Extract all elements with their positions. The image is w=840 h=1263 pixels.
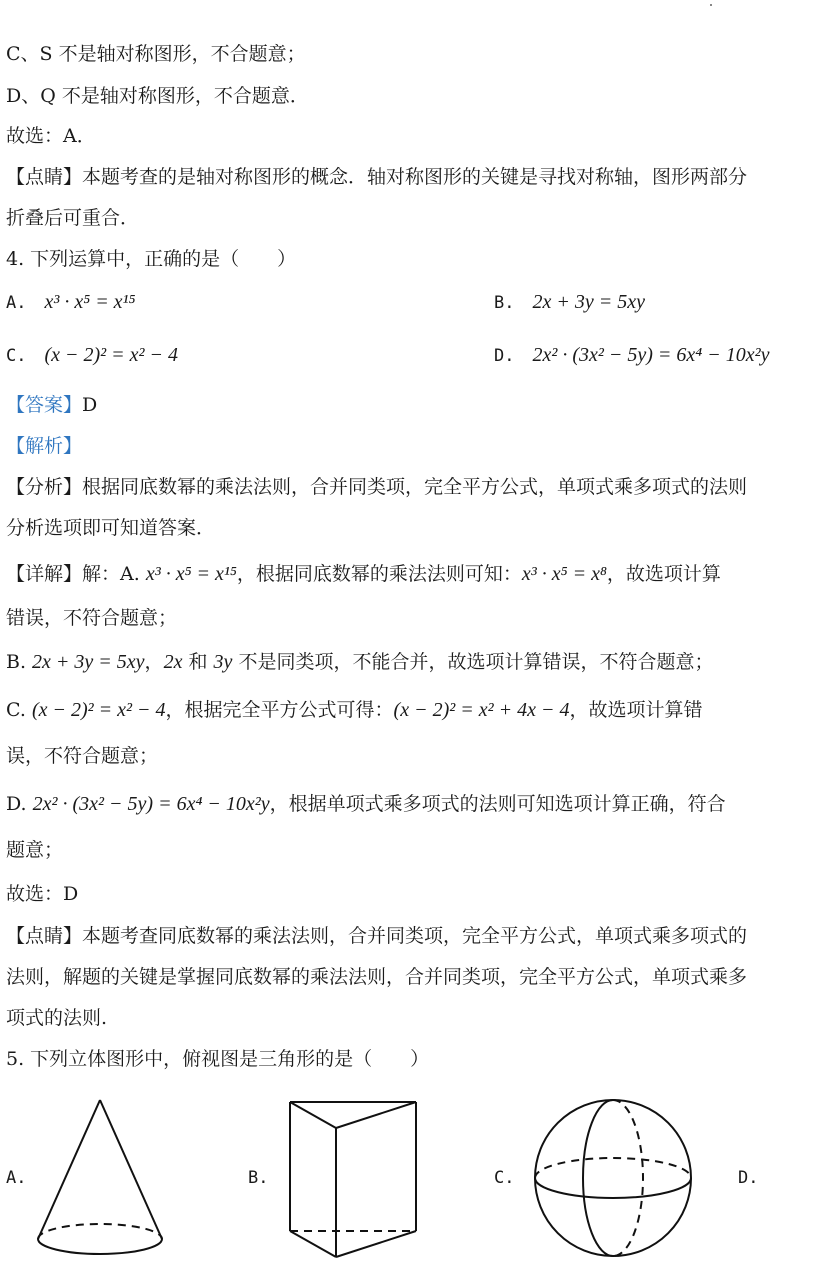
option-label: A.	[6, 293, 27, 313]
text-span: ，故选项计算	[606, 563, 721, 585]
cone-base-front	[38, 1239, 162, 1254]
option-d	[494, 340, 770, 371]
sphere-meridian-back	[613, 1100, 643, 1256]
math-expression: (x − 2)² = x² + 4x − 4	[393, 699, 570, 721]
option-label: D.	[494, 346, 515, 366]
text-span: C.	[6, 699, 32, 721]
prism-top-left	[290, 1102, 336, 1128]
fenxi-line	[6, 473, 832, 501]
dianjing-line	[6, 922, 832, 950]
question-stem: 4. 下列运算中，正确的是（ ）	[6, 248, 297, 270]
math-expression: x³ · x⁵ = x⁸	[521, 563, 607, 585]
cone-figure	[30, 1092, 170, 1262]
fenxi-text: 根据同底数幂的乘法法则，合并同类项，完全平方公式，单项式乘多项式的法则	[82, 476, 748, 498]
math-expression: 2x² · (3x² − 5y) = 6x⁴ − 10x²y	[32, 793, 270, 815]
sphere-equator-back	[535, 1158, 691, 1178]
sphere-outline	[535, 1100, 691, 1256]
text-line: D、Q 不是轴对称图形，不合题意．	[6, 85, 309, 107]
xiangjie-line-c	[6, 696, 832, 724]
xiangjie-line-a	[6, 560, 832, 588]
math-expression: 2x + 3y = 5xy	[32, 651, 145, 673]
text-line: 分析选项即可知道答案．	[6, 517, 216, 539]
option-label: A.	[6, 1168, 27, 1188]
text-span: D.	[6, 793, 33, 815]
text-line: 错误，不符合题意；	[6, 607, 178, 629]
option-label: B.	[494, 293, 515, 313]
math-expression: 2x	[163, 651, 183, 673]
text-line: 法则，解题的关键是掌握同底数幂的乘法法则，合并同类项，完全平方公式，单项式乘多	[6, 966, 748, 988]
option-a	[6, 287, 136, 318]
text-span: ，根据完全平方公式可得：	[165, 699, 394, 721]
text-line: 题意；	[6, 839, 64, 861]
prism-bottom-right	[336, 1231, 416, 1257]
option-label: C.	[494, 1168, 515, 1188]
option-c	[6, 340, 178, 371]
text-line: 故选：A．	[6, 125, 96, 147]
xiangjie-tag: 【详解】	[6, 563, 83, 585]
dianjing-text: 本题考查的是轴对称图形的概念．轴对称图形的关键是寻找对称轴，图形两部分	[82, 166, 748, 188]
math-expression: 3y	[213, 651, 233, 673]
text-span: ，根据同底数幂的乘法法则可知：	[236, 563, 522, 585]
math-expression: x³ · x⁵ = x¹⁵	[145, 563, 237, 585]
text-span: ，故选项计算错	[569, 699, 703, 721]
choose-line: 故选：D	[6, 883, 79, 905]
xiangjie-line-b	[6, 648, 832, 676]
option-expression: 2x² · (3x² − 5y) = 6x⁴ − 10x²y	[532, 344, 770, 366]
option-expression: x³ · x⁵ = x¹⁵	[44, 291, 136, 313]
text-span: 和	[182, 651, 214, 673]
sphere-figure	[530, 1094, 696, 1262]
text-span: 不是同类项，不能合并，故选项计算错误，不符合题意；	[232, 651, 714, 673]
dianjing-tag: 【点睛】	[6, 925, 83, 947]
xiangjie-line-d	[6, 790, 832, 818]
fenxi-tag: 【分析】	[6, 476, 83, 498]
prism-bottom-left	[290, 1231, 336, 1257]
dianjing-text: 本题考查同底数幂的乘法法则，合并同类项，完全平方公式，单项式乘多项式的	[82, 925, 748, 947]
dianjing-line	[6, 163, 832, 191]
cone-side-left	[38, 1100, 100, 1239]
prism-top-right	[336, 1102, 416, 1128]
text-span: ，根据单项式乘多项式的法则可知选项计算正确，符合	[269, 793, 726, 815]
sphere-equator-front	[535, 1178, 691, 1198]
option-expression: 2x + 3y = 5xy	[532, 291, 645, 313]
dianjing-tag: 【点睛】	[6, 166, 83, 188]
answer-tag: 【答案】	[6, 394, 83, 416]
text-line: C、S 不是轴对称图形，不合题意；	[6, 43, 306, 65]
option-expression: (x − 2)² = x² − 4	[44, 344, 179, 366]
answer-line	[6, 391, 832, 419]
text-span: ，	[144, 651, 164, 673]
option-b	[494, 287, 645, 318]
question-stem: 5. 下列立体图形中，俯视图是三角形的是（ ）	[6, 1048, 430, 1070]
math-expression: (x − 2)² = x² − 4	[31, 699, 166, 721]
analysis-tag: 【解析】	[6, 435, 83, 457]
text-span: B.	[6, 651, 33, 673]
text-span: 解：A.	[82, 563, 146, 585]
cone-side-right	[100, 1100, 162, 1239]
cone-base-back	[38, 1224, 162, 1239]
text-line: 误，不符合题意；	[6, 745, 159, 767]
sphere-meridian-front	[583, 1100, 613, 1256]
option-label: D.	[738, 1168, 759, 1188]
text-line: 折叠后可重合．	[6, 207, 140, 229]
scan-speck	[710, 4, 712, 6]
text-line: 项式的法则.	[6, 1007, 108, 1029]
option-label: C.	[6, 346, 27, 366]
option-label: B.	[248, 1168, 269, 1188]
triangular-prism-figure	[282, 1094, 422, 1262]
answer-value: D	[82, 394, 98, 416]
